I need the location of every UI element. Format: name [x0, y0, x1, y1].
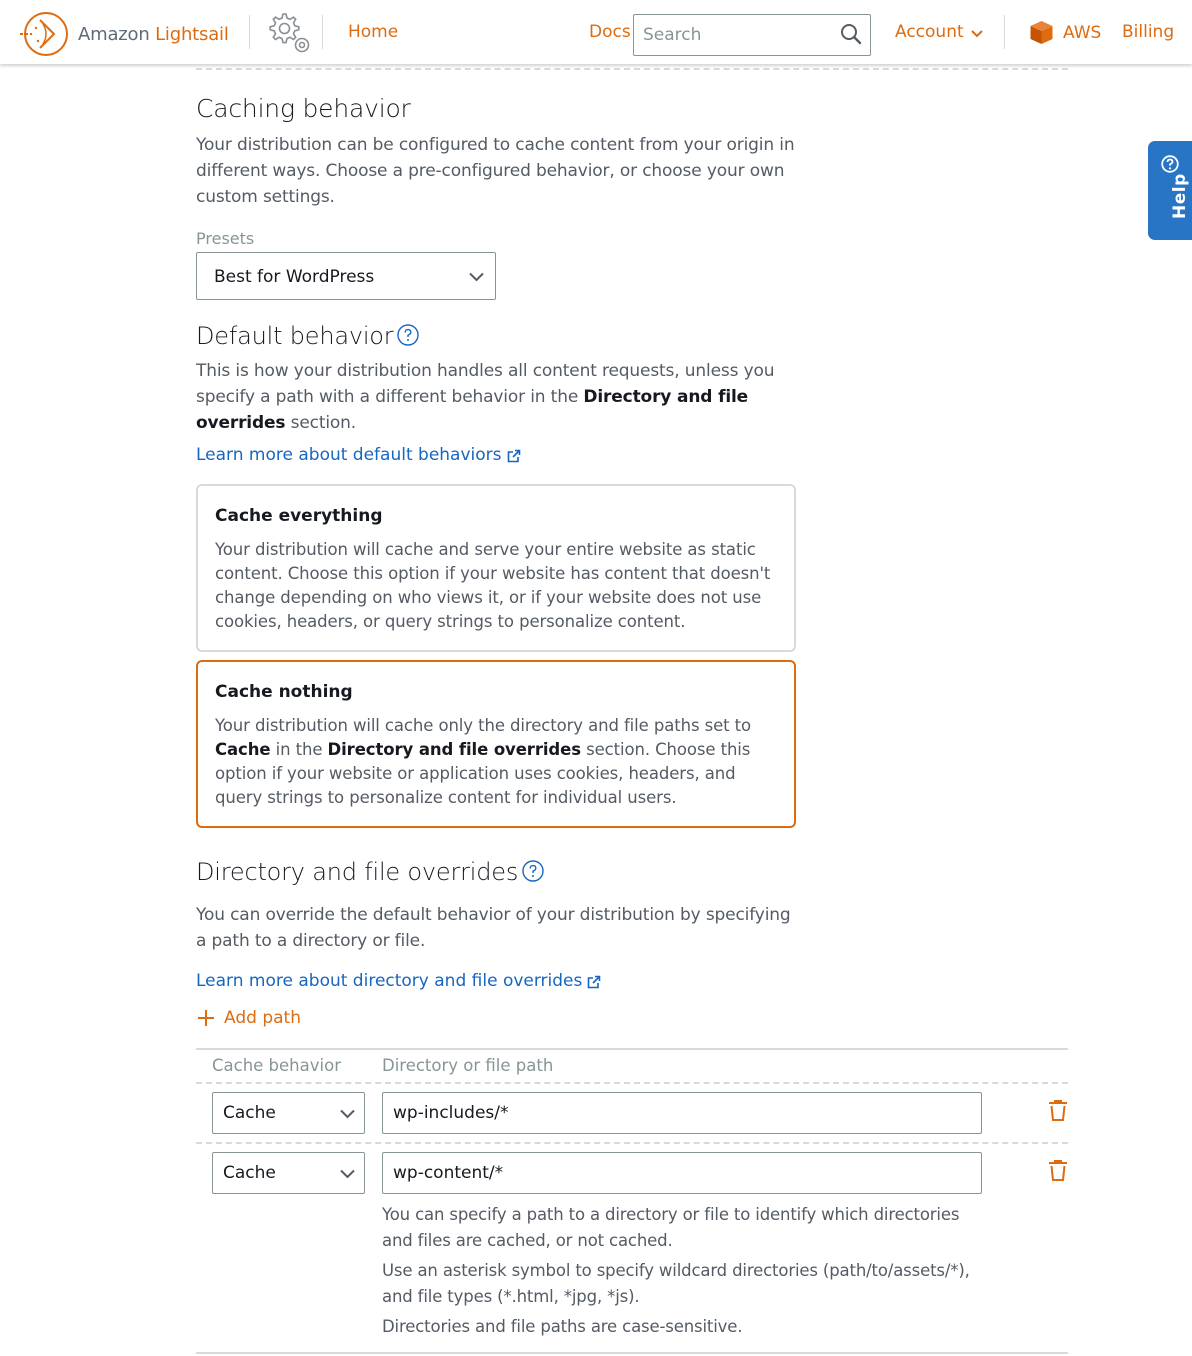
column-header-path: Directory or file path — [382, 1056, 554, 1075]
row-divider — [196, 1082, 1068, 1084]
cache-everything-option[interactable] — [196, 484, 796, 652]
aws-console-link[interactable] — [1029, 20, 1101, 45]
path-hint-2: Use an asterisk symbol to specify wildcard directories (path/to/assets/*), and file types (*.html, *jpg, *js). — [382, 1261, 970, 1306]
top-navigation — [0, 0, 1192, 64]
external-link-icon — [507, 449, 521, 463]
question-circle-icon — [1161, 155, 1179, 173]
overrides-title: Directory and file overrides — [196, 858, 519, 886]
overrides-description: You can override the default behavior of your distribution by specifying a path to a directory or file. — [196, 905, 791, 951]
info-help-icon[interactable] — [397, 324, 419, 346]
learn-more-default-behaviors-text: Learn more about default behaviors — [196, 445, 502, 465]
section-divider — [196, 68, 1068, 70]
row-2-path-input[interactable] — [382, 1152, 982, 1194]
chevron-down-icon — [971, 30, 983, 38]
path-hint-1: You can specify a path to a directory or file to identify which directories and files are cached, or not cached. — [382, 1205, 960, 1250]
presets-select[interactable] — [196, 252, 496, 300]
table-bottom-border — [196, 1352, 1068, 1354]
nav-divider — [249, 15, 250, 49]
nav-divider — [1004, 15, 1005, 49]
table-top-border — [196, 1048, 1068, 1050]
search-input[interactable] — [634, 16, 834, 54]
learn-more-overrides-text: Learn more about directory and file overrides — [196, 971, 583, 991]
help-panel-tab[interactable] — [1148, 141, 1192, 240]
row-2-cache-behavior-value: Cache — [223, 1163, 276, 1183]
row-1-path-input[interactable] — [382, 1092, 982, 1134]
row-1-cache-behavior-select[interactable] — [212, 1092, 365, 1134]
chevron-down-icon — [340, 1109, 355, 1119]
row-2-cache-behavior-select[interactable] — [212, 1152, 365, 1194]
cache-nothing-option[interactable] — [196, 660, 796, 828]
cache-nothing-title: Cache nothing — [215, 682, 353, 702]
presets-label: Presets — [196, 229, 255, 248]
lightsail-logo-icon — [18, 10, 70, 58]
cache-nothing-description: Your distribution will cache only the directory and file paths set to Cache in the Directory and file overrides section. Choose this option if your website or application uses cookies, headers, and query strings to personalize content for individual users. — [215, 716, 752, 807]
nav-billing-link[interactable]: Billing — [1122, 22, 1175, 42]
learn-more-default-behaviors-link[interactable] — [196, 445, 521, 465]
nav-docs-link[interactable]: Docs — [589, 22, 631, 42]
overrides-heading — [196, 858, 544, 886]
cache-everything-description: Your distribution will cache and serve your entire website as static content. Choose this option if your website has content that doesn't change depending on who views it, or if your website does not use cookies, headers, or query strings to personalize content. — [215, 540, 771, 631]
plus-icon — [196, 1008, 216, 1028]
info-help-icon[interactable] — [522, 860, 544, 882]
add-path-label: Add path — [224, 1008, 301, 1028]
lightsail-logo[interactable] — [18, 10, 229, 58]
column-header-cache-behavior: Cache behavior — [212, 1056, 341, 1075]
cache-everything-title: Cache everything — [215, 506, 383, 526]
learn-more-overrides-link[interactable] — [196, 971, 601, 991]
search-icon[interactable] — [840, 23, 862, 45]
default-behavior-title: Default behavior — [196, 322, 394, 350]
trash-icon[interactable] — [1047, 1160, 1069, 1182]
nav-divider — [322, 15, 323, 49]
nav-home-link[interactable]: Home — [348, 22, 399, 42]
default-behavior-heading — [196, 322, 419, 350]
settings-gear-icon[interactable] — [262, 8, 314, 56]
path-hint-3: Directories and file paths are case-sensitive. — [382, 1317, 743, 1336]
account-menu[interactable] — [895, 22, 983, 42]
row-divider — [196, 1142, 1068, 1144]
caching-behavior-description: Your distribution can be configured to cache content from your origin in different ways. Choose a pre-configured behavior, or choose your own custom settings. — [196, 135, 795, 207]
external-link-icon — [587, 975, 601, 989]
brand-name: Amazon Lightsail — [78, 23, 229, 45]
help-tab-label: Help — [1170, 173, 1190, 219]
presets-selected-value: Best for WordPress — [214, 267, 375, 287]
chevron-down-icon — [340, 1169, 355, 1179]
add-path-button[interactable] — [196, 1008, 301, 1028]
caching-behavior-heading: Caching behavior — [196, 94, 411, 123]
row-1-cache-behavior-value: Cache — [223, 1103, 276, 1123]
account-label: Account — [895, 22, 964, 42]
default-behavior-description: This is how your distribution handles all content requests, unless you specify a path with a different behavior in the Directory and file overrides section. — [196, 361, 775, 433]
aws-label: AWS — [1063, 22, 1102, 43]
aws-cube-icon — [1029, 20, 1054, 45]
chevron-down-icon — [469, 272, 484, 282]
search-box — [633, 14, 871, 56]
trash-icon[interactable] — [1047, 1100, 1069, 1122]
